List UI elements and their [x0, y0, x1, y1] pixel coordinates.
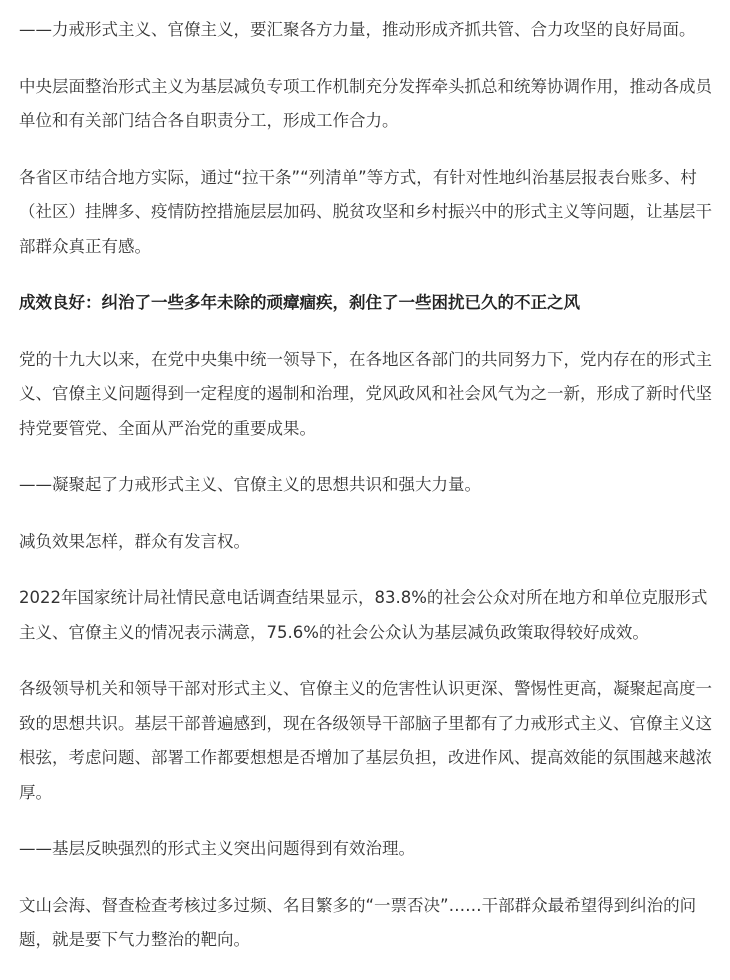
paragraph: 文山会海、督查检查考核过多过频、名目繁多的“一票否决”……干部群众最希望得到纠治的问题，就是要下气力整治的靶向。	[19, 895, 697, 949]
paragraph: 中央层面整治形式主义为基层减负专项工作机制充分发挥牵头抓总和统筹协调作用，推动各成员单位和有关部门结合各自职责分工，形成工作合力。	[19, 76, 712, 130]
paragraph: 各省区市结合地方实际，通过“拉干条”“列清单”等方式，有针对性地纠治基层报表台账多、村（社区）挂牌多、疫情防控措施层层加码、脱贫攻坚和乡村振兴中的形式主义等问题，让基层干部群众真正有感。	[19, 167, 712, 256]
paragraph: 减负效果怎样，群众有发言权。	[19, 531, 250, 551]
article-body	[19, 13, 719, 980]
paragraph: ——基层反映强烈的形式主义突出问题得到有效治理。	[19, 839, 415, 858]
paragraph: 党的十九大以来，在党中央集中统一领导下，在各地区各部门的共同努力下，党内存在的形式主义、官僚主义问题得到一定程度的遏制和治理，党风政风和社会风气为之一新，形成了新时代坚持党要管党、全面从严治党的重要成果。	[19, 349, 712, 438]
paragraph: 2022年国家统计局社情民意电话调查结果显示，83.8%的社会公众对所在地方和单位克服形式主义、官僚主义的情况表示满意，75.6%的社会公众认为基层减负政策取得较好成效。	[19, 588, 708, 642]
paragraph: 各级领导机关和领导干部对形式主义、官僚主义的危害性认识更深、警惕性更高，凝聚起高度一致的思想共识。基层干部普遍感到，现在各级领导干部脑子里都有了力戒形式主义、官僚主义这根弦，考虑问题、部署工作都要想想是否增加了基层负担，改进作风、提高效能的氛围越来越浓厚。	[19, 679, 712, 802]
section-heading: 成效良好：纠治了一些多年未除的顽瘴痼疾，刹住了一些困扰已久的不正之风	[19, 293, 580, 312]
paragraph: ——力戒形式主义、官僚主义，要汇聚各方力量，推动形成齐抓共管、合力攻坚的良好局面。	[19, 20, 696, 39]
paragraph: ——凝聚起了力戒形式主义、官僚主义的思想共识和强大力量。	[19, 475, 481, 494]
